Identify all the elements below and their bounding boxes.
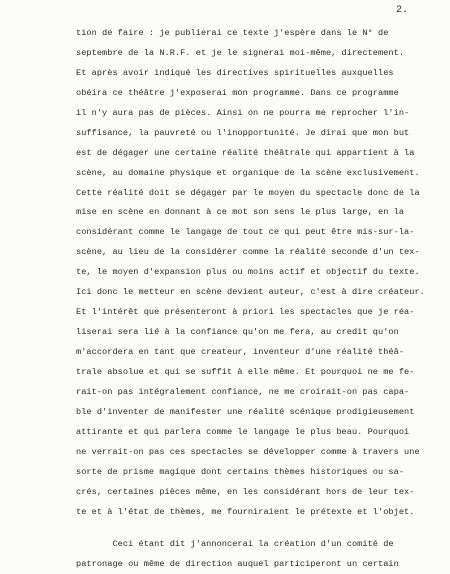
text-line: ble d'inventer de manifester une réalité scénique prodigieusement bbox=[76, 406, 415, 417]
text-line: m'accordera en tant que createur, inventeur d'une réalité théâ- bbox=[76, 347, 405, 357]
paragraph-1 bbox=[76, 24, 450, 522]
text-line: obéira ce théâtre j'exposerai mon programme. Dans ce programme bbox=[76, 87, 399, 98]
text-line: il n'y aura pas de pièces. Ainsi on ne pourra me reprocher l'in- bbox=[76, 107, 410, 118]
text-line: crés, certaines pièces même, en les considérant hors de leur tex- bbox=[76, 486, 415, 497]
letter-body bbox=[76, 24, 450, 574]
paragraph-2 bbox=[76, 535, 450, 574]
paragraph-gap bbox=[76, 522, 450, 535]
text-line: rait-on pas intégralement confiance, ne me croirait-on pas capa- bbox=[76, 386, 410, 397]
text-line: Ici donc le metteur en scène devient auteur, c'est à dire créateur. bbox=[76, 287, 425, 298]
text-line: te et à l'état de thèmes, me fourniraient le prétexte et l'objet. bbox=[76, 506, 415, 517]
text-line: ne verrait-on pas ces spectacles se développer comme à travers une bbox=[76, 446, 420, 457]
text-line: Et après avoir indiqué les directives spirituelles auxquelles bbox=[76, 67, 394, 78]
text-line: tion de faire : je publierai ce texte j'espère dans le N° de bbox=[76, 28, 389, 38]
text-line: Et l'intérêt que présenteront à priori les spectacles que je réa- bbox=[76, 307, 415, 318]
text-line: septembre de la N.R.F. et je le signerai moi-même, directement. bbox=[76, 47, 405, 58]
text-line: suffisance, la pauvreté ou l'inopportunité. Je dirai que mon but bbox=[76, 127, 410, 138]
text-line: sorte de prisme magique dont certains thèmes historiques ou sa- bbox=[76, 466, 405, 477]
text-line: considérant comme le langage de tout ce qui peut être mis-sur-la- bbox=[76, 227, 415, 238]
text-line: mise en scène en donnant à ce mot son sens le plus large, en la bbox=[76, 207, 405, 218]
text-line: scène, au domaine physique et organique de la scène exclusivement. bbox=[76, 167, 420, 178]
text-line: patronage ou même de direction auquel participeront un certain bbox=[76, 559, 399, 570]
text-line: est de dégager une certaine réalité théâtrale qui appartient à la bbox=[76, 147, 415, 158]
text-line: Cette réalité doit se dégager par le moyen du spectacle donc de la bbox=[76, 187, 420, 198]
page-number: 2. bbox=[396, 5, 409, 16]
text-line: liserai sera lié à la confiance qu'on me fera, au credit qu'on bbox=[76, 327, 399, 338]
text-line: te, le moyen d'expansion plus ou moins actif et objectif du texte. bbox=[76, 267, 420, 278]
text-line: attirante et qui parlera comme le langage le plus beau. Pourquoi bbox=[76, 426, 410, 437]
text-line: scène, au lieu de la considérer comme la réalité seconde d'un tex- bbox=[76, 247, 420, 258]
text-line: trale absolue et qui se suffit à elle même. Et pourquoi ne me fe- bbox=[76, 366, 415, 377]
text-line: Ceci étant dit j'annoncerai la création d'un comité de bbox=[76, 539, 394, 550]
